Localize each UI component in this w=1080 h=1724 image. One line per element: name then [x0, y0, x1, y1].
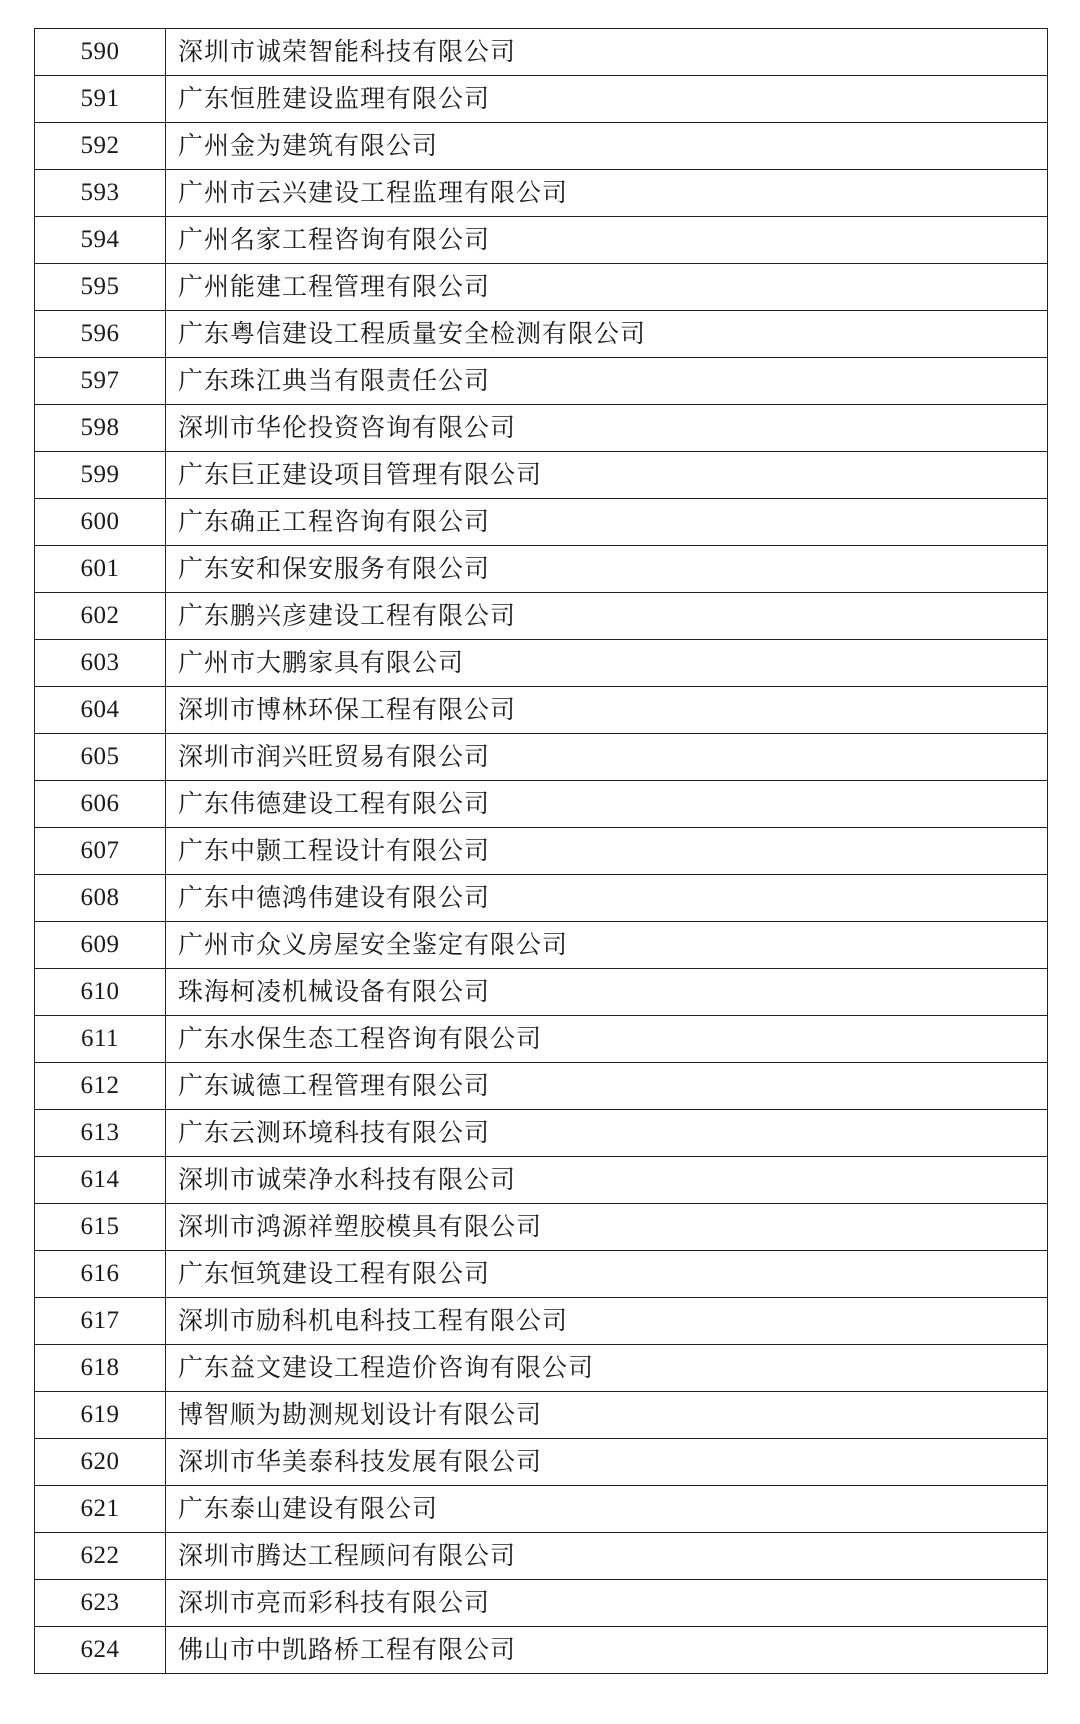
table-row — [35, 640, 1048, 687]
row-index: 599 — [35, 452, 166, 499]
table-row — [35, 1063, 1048, 1110]
row-index: 605 — [35, 734, 166, 781]
row-index: 604 — [35, 687, 166, 734]
company-name: 博智顺为勘测规划设计有限公司 — [166, 1392, 1048, 1439]
table-row — [35, 405, 1048, 452]
table-row — [35, 1580, 1048, 1627]
row-index: 600 — [35, 499, 166, 546]
table-row — [35, 1392, 1048, 1439]
row-index: 593 — [35, 170, 166, 217]
table-row — [35, 76, 1048, 123]
company-name: 广东泰山建设有限公司 — [166, 1486, 1048, 1533]
row-index: 622 — [35, 1533, 166, 1580]
table-row — [35, 1016, 1048, 1063]
company-name: 广东诚德工程管理有限公司 — [166, 1063, 1048, 1110]
row-index: 611 — [35, 1016, 166, 1063]
row-index: 612 — [35, 1063, 166, 1110]
company-name: 广东云测环境科技有限公司 — [166, 1110, 1048, 1157]
row-index: 624 — [35, 1627, 166, 1674]
company-name: 佛山市中凯路桥工程有限公司 — [166, 1627, 1048, 1674]
company-name: 广东恒筑建设工程有限公司 — [166, 1251, 1048, 1298]
company-name: 深圳市亮而彩科技有限公司 — [166, 1580, 1048, 1627]
table-row — [35, 1486, 1048, 1533]
company-name: 广州市众义房屋安全鉴定有限公司 — [166, 922, 1048, 969]
table-row — [35, 1251, 1048, 1298]
table-row — [35, 875, 1048, 922]
row-index: 615 — [35, 1204, 166, 1251]
company-list-table — [34, 28, 1048, 1674]
table-row — [35, 687, 1048, 734]
table-row — [35, 264, 1048, 311]
company-name: 广东珠江典当有限责任公司 — [166, 358, 1048, 405]
company-name: 珠海柯凌机械设备有限公司 — [166, 969, 1048, 1016]
row-index: 623 — [35, 1580, 166, 1627]
row-index: 595 — [35, 264, 166, 311]
company-name: 广州市大鹏家具有限公司 — [166, 640, 1048, 687]
row-index: 619 — [35, 1392, 166, 1439]
table-row — [35, 311, 1048, 358]
row-index: 609 — [35, 922, 166, 969]
row-index: 616 — [35, 1251, 166, 1298]
table-row — [35, 1157, 1048, 1204]
row-index: 614 — [35, 1157, 166, 1204]
row-index: 610 — [35, 969, 166, 1016]
table-row — [35, 1298, 1048, 1345]
company-name: 广州市云兴建设工程监理有限公司 — [166, 170, 1048, 217]
row-index: 598 — [35, 405, 166, 452]
company-name: 深圳市华伦投资咨询有限公司 — [166, 405, 1048, 452]
row-index: 617 — [35, 1298, 166, 1345]
row-index: 606 — [35, 781, 166, 828]
table-row — [35, 969, 1048, 1016]
table-row — [35, 123, 1048, 170]
table-row — [35, 170, 1048, 217]
table-row — [35, 1439, 1048, 1486]
company-name: 广东水保生态工程咨询有限公司 — [166, 1016, 1048, 1063]
table-row — [35, 29, 1048, 76]
company-name: 广东确正工程咨询有限公司 — [166, 499, 1048, 546]
row-index: 596 — [35, 311, 166, 358]
company-name: 深圳市鸿源祥塑胶模具有限公司 — [166, 1204, 1048, 1251]
table-row — [35, 1533, 1048, 1580]
company-name: 深圳市诚荣智能科技有限公司 — [166, 29, 1048, 76]
row-index: 618 — [35, 1345, 166, 1392]
table-body — [35, 29, 1048, 1674]
company-name: 广东粤信建设工程质量安全检测有限公司 — [166, 311, 1048, 358]
company-name: 广东伟德建设工程有限公司 — [166, 781, 1048, 828]
company-name: 深圳市诚荣净水科技有限公司 — [166, 1157, 1048, 1204]
company-name: 广州名家工程咨询有限公司 — [166, 217, 1048, 264]
row-index: 590 — [35, 29, 166, 76]
company-name: 广东恒胜建设监理有限公司 — [166, 76, 1048, 123]
row-index: 620 — [35, 1439, 166, 1486]
table-row — [35, 734, 1048, 781]
table-row — [35, 828, 1048, 875]
company-name: 广东鹏兴彦建设工程有限公司 — [166, 593, 1048, 640]
company-name: 广东中德鸿伟建设有限公司 — [166, 875, 1048, 922]
company-name: 深圳市腾达工程顾问有限公司 — [166, 1533, 1048, 1580]
table-row — [35, 1204, 1048, 1251]
table-row — [35, 922, 1048, 969]
table-row — [35, 358, 1048, 405]
company-name: 广州金为建筑有限公司 — [166, 123, 1048, 170]
company-name: 深圳市润兴旺贸易有限公司 — [166, 734, 1048, 781]
table-row — [35, 499, 1048, 546]
row-index: 603 — [35, 640, 166, 687]
company-name: 广东巨正建设项目管理有限公司 — [166, 452, 1048, 499]
row-index: 594 — [35, 217, 166, 264]
table-row — [35, 1627, 1048, 1674]
table-row — [35, 217, 1048, 264]
row-index: 621 — [35, 1486, 166, 1533]
row-index: 601 — [35, 546, 166, 593]
table-row — [35, 1110, 1048, 1157]
row-index: 607 — [35, 828, 166, 875]
row-index: 591 — [35, 76, 166, 123]
company-name: 广州能建工程管理有限公司 — [166, 264, 1048, 311]
table-row — [35, 593, 1048, 640]
table-row — [35, 781, 1048, 828]
table-row — [35, 452, 1048, 499]
company-name: 广东安和保安服务有限公司 — [166, 546, 1048, 593]
company-name: 深圳市博林环保工程有限公司 — [166, 687, 1048, 734]
row-index: 608 — [35, 875, 166, 922]
table-row — [35, 1345, 1048, 1392]
row-index: 592 — [35, 123, 166, 170]
row-index: 597 — [35, 358, 166, 405]
row-index: 613 — [35, 1110, 166, 1157]
company-name: 深圳市华美泰科技发展有限公司 — [166, 1439, 1048, 1486]
row-index: 602 — [35, 593, 166, 640]
company-name: 广东益文建设工程造价咨询有限公司 — [166, 1345, 1048, 1392]
company-name: 深圳市励科机电科技工程有限公司 — [166, 1298, 1048, 1345]
company-name: 广东中颢工程设计有限公司 — [166, 828, 1048, 875]
table-row — [35, 546, 1048, 593]
